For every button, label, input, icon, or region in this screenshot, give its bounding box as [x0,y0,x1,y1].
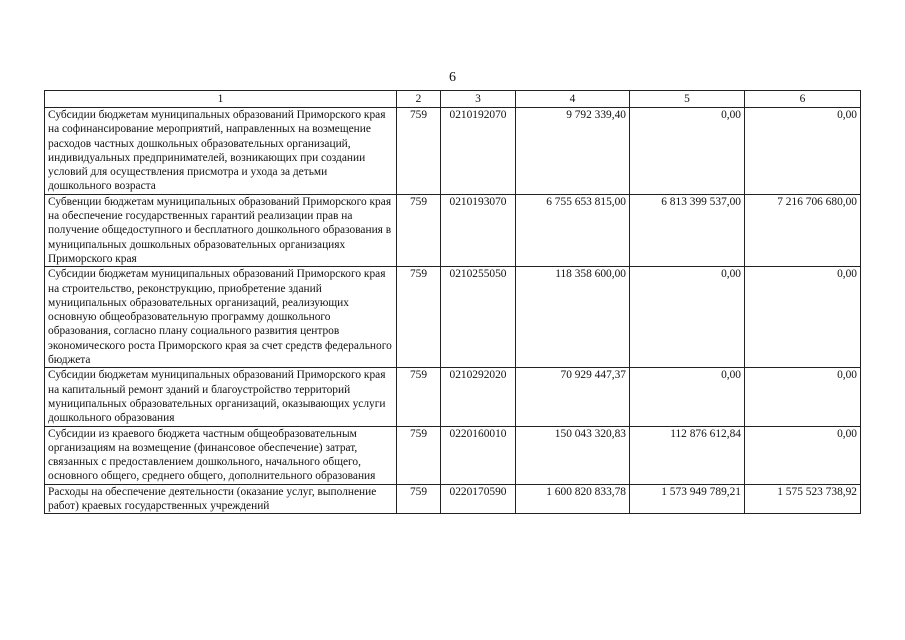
row-amount-col5: 0,00 [630,108,745,195]
row-grbs-code: 759 [397,108,441,195]
row-amount-col4: 1 600 820 833,78 [516,484,630,514]
row-csr-code: 0210193070 [441,194,516,266]
row-grbs-code: 759 [397,368,441,426]
row-amount-col4: 150 043 320,83 [516,426,630,484]
column-header-5: 5 [630,91,745,108]
row-name: Расходы на обеспечение деятельности (оказание услуг, выполнение работ) краевых государственных учреждений [45,484,397,514]
row-csr-code: 0210192070 [441,108,516,195]
column-header-4: 4 [516,91,630,108]
row-amount-col5: 6 813 399 537,00 [630,194,745,266]
row-amount-col4: 70 929 447,37 [516,368,630,426]
row-csr-code: 0210292020 [441,368,516,426]
row-csr-code: 0220170590 [441,484,516,514]
column-header-1: 1 [45,91,397,108]
row-grbs-code: 759 [397,267,441,368]
row-name: Субвенции бюджетам муниципальных образований Приморского края на обеспечение государственных гарантий реализации прав на получение общедоступного и бесплатного дошкольного образования в муниципальных дошкольных образовательных организациях Приморского края [45,194,397,266]
table-row [45,108,861,195]
row-amount-col6: 0,00 [745,108,861,195]
row-amount-col6: 0,00 [745,368,861,426]
table-header-row [45,91,861,108]
column-header-3: 3 [441,91,516,108]
row-name: Субсидии бюджетам муниципальных образований Приморского края на строительство, реконструкцию, приобретение зданий муниципальных образовательных организаций, реализующих основную общеобразовательную программу дошкольного образования, согласно плану социального развития центров экономического роста Приморского края за счет средств федерального бюджета [45,267,397,368]
table-row [45,194,861,266]
page-number: 6 [449,70,456,85]
budget-table [44,90,861,514]
column-header-2: 2 [397,91,441,108]
row-csr-code: 0210255050 [441,267,516,368]
table-row [45,426,861,484]
row-amount-col6: 0,00 [745,426,861,484]
column-header-6: 6 [745,91,861,108]
row-amount-col5: 0,00 [630,368,745,426]
row-amount-col5: 112 876 612,84 [630,426,745,484]
row-amount-col6: 1 575 523 738,92 [745,484,861,514]
row-amount-col4: 118 358 600,00 [516,267,630,368]
row-amount-col5: 1 573 949 789,21 [630,484,745,514]
row-amount-col5: 0,00 [630,267,745,368]
row-name: Субсидии бюджетам муниципальных образований Приморского края на капитальный ремонт зданий и благоустройство территорий муниципальных образовательных организаций, оказывающих услуги дошкольного образования [45,368,397,426]
row-grbs-code: 759 [397,194,441,266]
row-amount-col4: 6 755 653 815,00 [516,194,630,266]
row-amount-col4: 9 792 339,40 [516,108,630,195]
row-name: Субсидии из краевого бюджета частным общеобразовательным организациям на возмещение (финансовое обеспечение) затрат, связанных с предоставлением дошкольного, начального общего, основного общего, среднего общего, дополнительного образования [45,426,397,484]
table-row [45,368,861,426]
row-grbs-code: 759 [397,484,441,514]
row-name: Субсидии бюджетам муниципальных образований Приморского края на софинансирование мероприятий, направленных на возмещение расходов частных дошкольных образовательных организаций, индивидуальных предпринимателей, возникающих при создании условий для осуществления присмотра и ухода за детьми дошкольного возраста [45,108,397,195]
table-row [45,267,861,368]
row-grbs-code: 759 [397,426,441,484]
table-row [45,484,861,514]
row-amount-col6: 0,00 [745,267,861,368]
row-amount-col6: 7 216 706 680,00 [745,194,861,266]
row-csr-code: 0220160010 [441,426,516,484]
